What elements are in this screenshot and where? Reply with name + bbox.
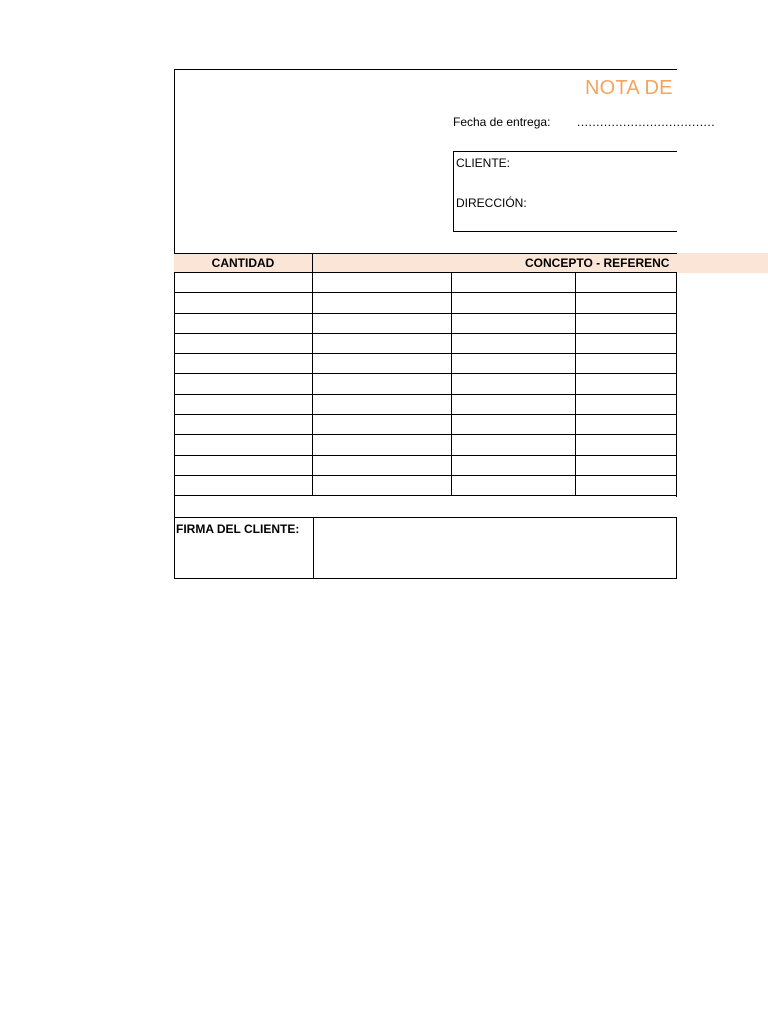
- table-cell[interactable]: [313, 395, 452, 414]
- table-cell[interactable]: [452, 273, 576, 292]
- table-cell[interactable]: [313, 314, 452, 333]
- client-info-box: [453, 151, 677, 232]
- table-cell[interactable]: [174, 354, 313, 373]
- signature-label: FIRMA DEL CLIENTE:: [176, 522, 300, 536]
- table-cell[interactable]: [452, 293, 576, 312]
- address-label: DIRECCIÓN:: [456, 196, 527, 210]
- table-header-row: [174, 253, 677, 273]
- table-cell[interactable]: [452, 374, 576, 393]
- table-cell[interactable]: [576, 476, 677, 495]
- table-cell[interactable]: [174, 415, 313, 434]
- header-row-extension: [677, 253, 768, 273]
- table-cell[interactable]: [452, 395, 576, 414]
- table-cell[interactable]: [174, 476, 313, 495]
- table-cell[interactable]: [576, 415, 677, 434]
- client-label: CLIENTE:: [456, 156, 511, 170]
- table-cell[interactable]: [576, 273, 677, 292]
- table-row: [174, 374, 677, 394]
- table-cell[interactable]: [313, 435, 452, 454]
- table-cell[interactable]: [452, 415, 576, 434]
- table-cell[interactable]: [313, 415, 452, 434]
- header-concept: CONCEPTO - REFERENC: [525, 256, 670, 270]
- table-row: [174, 395, 677, 415]
- table-cell[interactable]: [174, 395, 313, 414]
- table-row: [174, 314, 677, 334]
- delivery-date-field[interactable]: ....................................: [577, 115, 716, 129]
- table-row: [174, 334, 677, 354]
- table-cell[interactable]: [576, 314, 677, 333]
- delivery-note-form: [174, 69, 716, 579]
- table-cell[interactable]: [313, 334, 452, 353]
- signature-divider: [313, 518, 314, 578]
- table-row: [174, 354, 677, 374]
- table-cell[interactable]: [313, 293, 452, 312]
- form-top-border: [174, 69, 677, 70]
- table-cell[interactable]: [313, 273, 452, 292]
- table-row: [174, 293, 677, 313]
- table-cell[interactable]: [452, 354, 576, 373]
- table-cell[interactable]: [452, 456, 576, 475]
- table-row: [174, 476, 677, 496]
- table-cell[interactable]: [452, 314, 576, 333]
- table-cell[interactable]: [576, 374, 677, 393]
- table-cell[interactable]: [576, 435, 677, 454]
- header-quantity: CANTIDAD: [174, 254, 313, 272]
- table-cell[interactable]: [174, 435, 313, 454]
- table-cell[interactable]: [174, 314, 313, 333]
- signature-box: [174, 517, 677, 579]
- table-cell[interactable]: [313, 354, 452, 373]
- delivery-date-label: Fecha de entrega:: [453, 115, 551, 129]
- table-cell[interactable]: [174, 293, 313, 312]
- table-cell[interactable]: [313, 476, 452, 495]
- items-table-body: [174, 273, 677, 496]
- table-cell[interactable]: [576, 395, 677, 414]
- table-cell[interactable]: [576, 334, 677, 353]
- document-title: NOTA DE: [585, 77, 673, 99]
- table-row: [174, 415, 677, 435]
- table-cell[interactable]: [174, 334, 313, 353]
- table-cell[interactable]: [452, 476, 576, 495]
- table-cell[interactable]: [452, 435, 576, 454]
- table-cell[interactable]: [174, 456, 313, 475]
- table-row: [174, 456, 677, 476]
- table-row: [174, 435, 677, 455]
- table-cell[interactable]: [576, 293, 677, 312]
- table-cell[interactable]: [452, 334, 576, 353]
- table-cell[interactable]: [174, 273, 313, 292]
- table-row: [174, 273, 677, 293]
- table-cell[interactable]: [576, 354, 677, 373]
- table-cell[interactable]: [174, 374, 313, 393]
- table-cell[interactable]: [313, 456, 452, 475]
- table-cell[interactable]: [313, 374, 452, 393]
- table-cell[interactable]: [576, 456, 677, 475]
